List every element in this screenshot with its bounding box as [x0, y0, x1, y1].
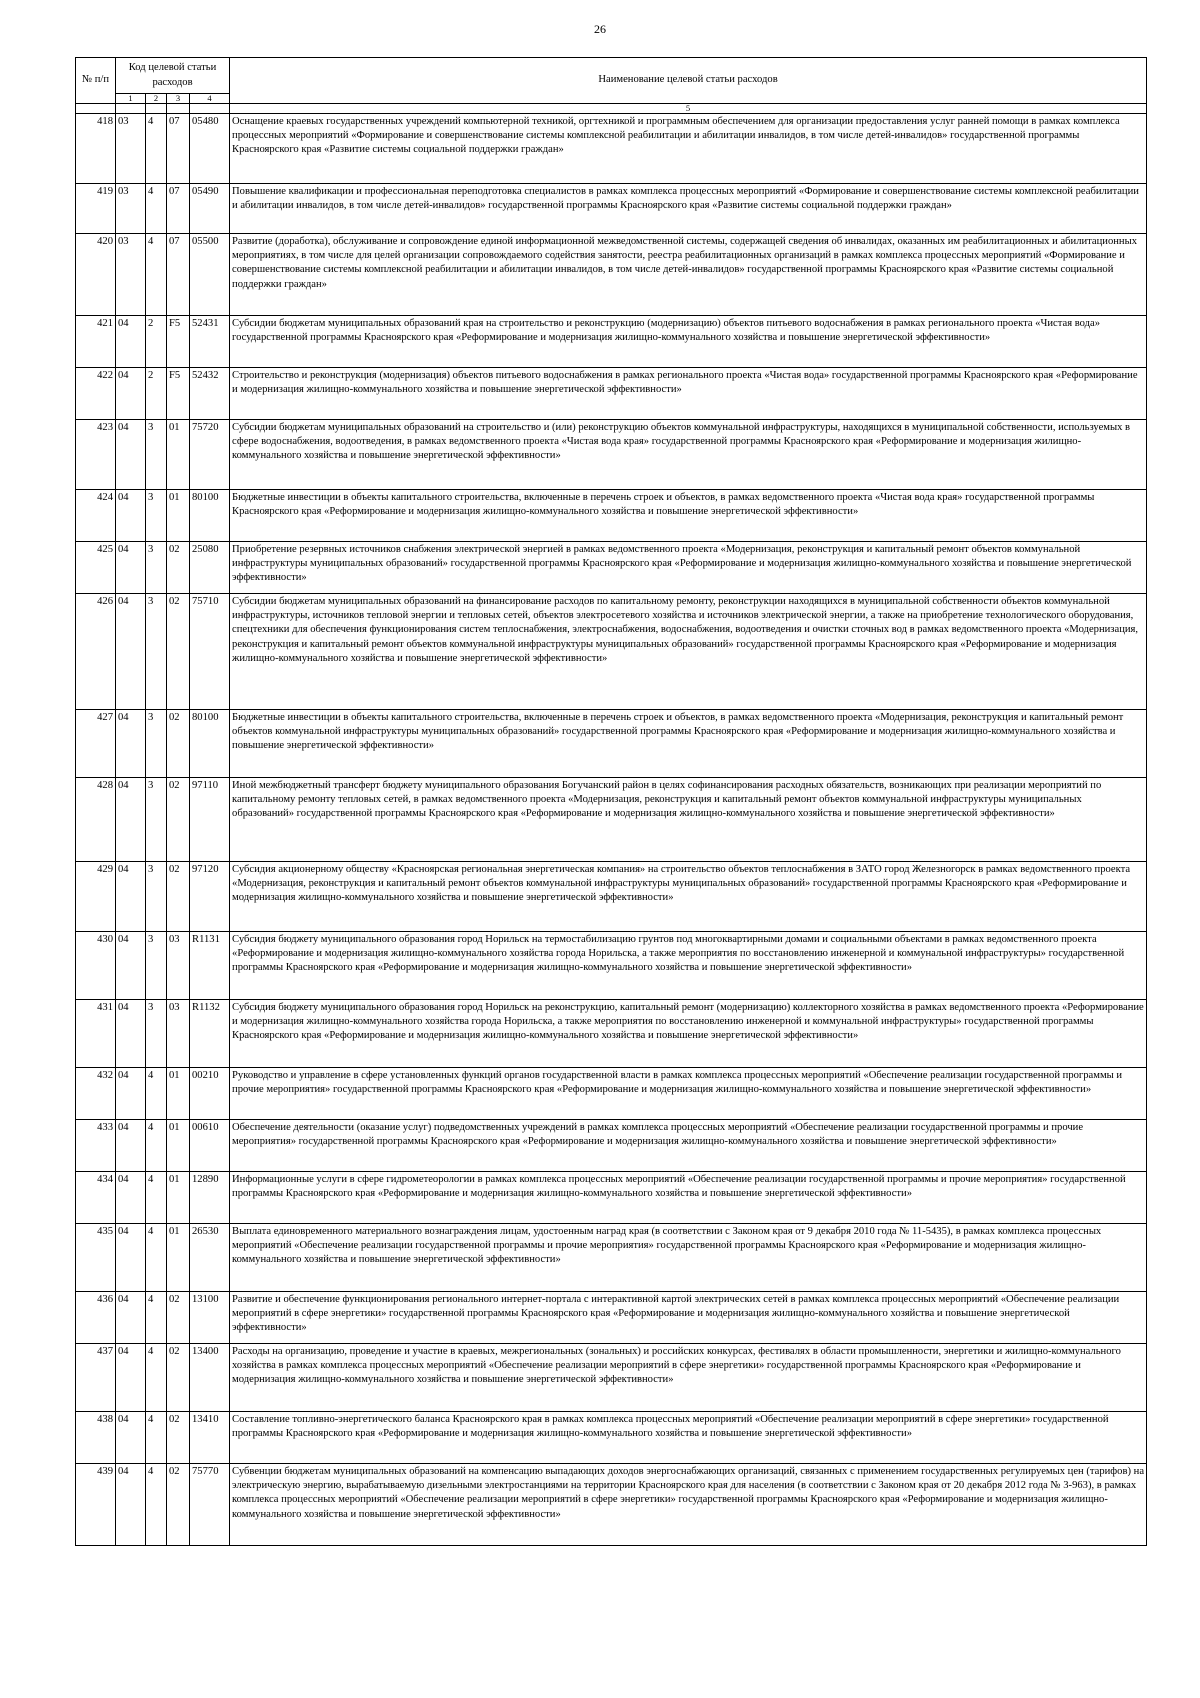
code-part-2: 4 [146, 114, 167, 184]
item-name: Развитие (доработка), обслуживание и сопровождение единой информационной межведомственной системы, содержащей сведения об инвалидах, оказанных им реабилитационных и абилитационных мероприятиях, в том числе для целей организации сопровождаемого содействия занятости, реестра реабилитационных организаций в рамках комплекса процессных мероприятий «Формирование и совершенствование системы комплексной реабилитации и абилитации инвалидов, в том числе детей-инвалидов» государственной программы Красноярского края «Развитие системы социальной поддержки граждан» [230, 234, 1147, 316]
code-part-1: 04 [116, 420, 146, 490]
code-part-1: 04 [116, 1172, 146, 1224]
table-row [76, 420, 1147, 490]
code-part-3: 02 [167, 778, 190, 862]
table-row [76, 1292, 1147, 1344]
item-name: Составление топливно-энергетического баланса Красноярского края в рамках комплекса процессных мероприятий «Обеспечение реализации мероприятий в сфере энергетики» государственной программы Красноярского края «Реформирование и модернизация жилищно-коммунального хозяйства и повышение энергетической эффективности» [230, 1412, 1147, 1464]
row-index: 425 [76, 542, 116, 594]
column-header-code: Код целевой статьи расходов [116, 58, 230, 94]
code-part-4: 80100 [190, 490, 230, 542]
code-part-4: 75720 [190, 420, 230, 490]
code-part-3: 02 [167, 594, 190, 710]
code-part-2: 4 [146, 1344, 167, 1412]
table-row [76, 862, 1147, 932]
row-index: 430 [76, 932, 116, 1000]
code-part-2: 2 [146, 316, 167, 368]
item-name: Субсидия акционерному обществу «Красноярская региональная энергетическая компания» на строительство объектов теплоснабжения в ЗАТО город Железногорск в рамках ведомственного проекта «Модернизация, реконструкция и капитальный ремонт объектов коммунальной инфраструктуры муниципальных образований» государственной программы Красноярского края «Реформирование и модернизация жилищно-коммунального хозяйства и повышение энергетической эффективности» [230, 862, 1147, 932]
row-index: 437 [76, 1344, 116, 1412]
code-part-1: 04 [116, 1224, 146, 1292]
code-part-2: 4 [146, 184, 167, 234]
code-part-3: 01 [167, 1172, 190, 1224]
row-index: 418 [76, 114, 116, 184]
code-part-4: 13410 [190, 1412, 230, 1464]
code-part-4: R1132 [190, 1000, 230, 1068]
column-header-name: Наименование целевой статьи расходов [230, 58, 1147, 104]
code-part-3: 02 [167, 1464, 190, 1546]
code-part-2: 3 [146, 862, 167, 932]
code-part-3: 07 [167, 114, 190, 184]
column-number-row [76, 104, 1147, 114]
code-part-1: 03 [116, 184, 146, 234]
row-index: 431 [76, 1000, 116, 1068]
row-index: 423 [76, 420, 116, 490]
code-part-1: 04 [116, 594, 146, 710]
code-part-1: 04 [116, 710, 146, 778]
target-items-table [75, 57, 1147, 1546]
item-name: Субсидия бюджету муниципального образования город Норильск на термостабилизацию грунтов под многоквартирными домами и социальными объектами в рамках ведомственного проекта «Реформирование и модернизация жилищно-коммунального хозяйства города Норильска, а также мероприятия по восстановлению инженерной и коммунальной инфраструктуры» государственной программы Красноярского края «Реформирование и модернизация жилищно-коммунального хозяйства и повышение энергетической эффективности» [230, 932, 1147, 1000]
code-part-2: 4 [146, 1172, 167, 1224]
table-body [76, 114, 1147, 1546]
code-part-3: 02 [167, 862, 190, 932]
code-part-3: F5 [167, 368, 190, 420]
column-header-index: № п/п [76, 58, 116, 104]
code-part-4: 52431 [190, 316, 230, 368]
item-name: Расходы на организацию, проведение и участие в краевых, межрегиональных (зональных) и российских конкурсах, фестивалях в области промышленности, энергетики и жилищно-коммунального хозяйства в рамках комплекса процессных мероприятий «Обеспечение реализации мероприятий в сфере энергетики» государственной программы Красноярского края «Реформирование и модернизация жилищно-коммунального хозяйства и повышение энергетической эффективности» [230, 1344, 1147, 1412]
column-number: 5 [230, 104, 1147, 114]
table-row [76, 184, 1147, 234]
code-part-1: 04 [116, 368, 146, 420]
code-part-4: 13400 [190, 1344, 230, 1412]
table-row [76, 710, 1147, 778]
code-part-3: 02 [167, 1292, 190, 1344]
code-part-3: 03 [167, 932, 190, 1000]
code-part-4: R1131 [190, 932, 230, 1000]
code-part-3: 01 [167, 1120, 190, 1172]
code-part-1: 04 [116, 1412, 146, 1464]
code-part-2: 4 [146, 1120, 167, 1172]
code-part-1: 04 [116, 1120, 146, 1172]
code-part-4: 00610 [190, 1120, 230, 1172]
code-part-1: 03 [116, 234, 146, 316]
code-part-3: 02 [167, 710, 190, 778]
page-number: 26 [594, 22, 606, 36]
code-part-2: 4 [146, 1292, 167, 1344]
table-row [76, 1068, 1147, 1120]
table-row [76, 1464, 1147, 1546]
table-row [76, 234, 1147, 316]
code-part-1: 04 [116, 778, 146, 862]
row-index: 424 [76, 490, 116, 542]
code-part-4: 52432 [190, 368, 230, 420]
item-name: Субвенции бюджетам муниципальных образований на компенсацию выпадающих доходов энергоснабжающих организаций, связанных с применением государственных регулируемых цен (тарифов) на электрическую энергию, вырабатываемую дизельными электростанциями на территории Красноярского края для населения (в соответствии с Законом края от 20 декабря 2012 года № 3-963), в рамках комплекса процессных мероприятий «Обеспечение реализации мероприятий в сфере энергетики» государственной программы Красноярского края «Реформирование и модернизация жилищно-коммунального хозяйства и повышение энергетической эффективности» [230, 1464, 1147, 1546]
code-part-3: 01 [167, 1068, 190, 1120]
code-part-4: 05490 [190, 184, 230, 234]
code-part-1: 04 [116, 316, 146, 368]
code-part-1: 04 [116, 1292, 146, 1344]
code-part-4: 00210 [190, 1068, 230, 1120]
code-part-2: 3 [146, 778, 167, 862]
code-part-2: 3 [146, 710, 167, 778]
code-part-2: 3 [146, 542, 167, 594]
column-number: 4 [190, 94, 230, 104]
row-index: 422 [76, 368, 116, 420]
item-name: Оснащение краевых государственных учреждений компьютерной техникой, оргтехникой и программным обеспечением для организации предоставления услуг ранней помощи в рамках комплекса процессных мероприятий «Формирование и совершенствование системы комплексной реабилитации и абилитации инвалидов, в том числе детей-инвалидов» государственной программы Красноярского края «Развитие системы социальной поддержки граждан» [230, 114, 1147, 184]
item-name: Субсидии бюджетам муниципальных образований края на строительство и реконструкцию (модернизацию) объектов питьевого водоснабжения в рамках регионального проекта «Чистая вода» государственной программы Красноярского края «Реформирование и модернизация жилищно-коммунального хозяйства и повышение энергетической эффективности» [230, 316, 1147, 368]
code-part-2: 4 [146, 234, 167, 316]
code-part-3: F5 [167, 316, 190, 368]
code-part-2: 4 [146, 1224, 167, 1292]
item-name: Субсидии бюджетам муниципальных образований на строительство и (или) реконструкцию объектов коммунальной инфраструктуры, находящихся в муниципальной собственности, используемых в сфере водоснабжения, водоотведения, в рамках ведомственного проекта «Чистая вода края» государственной программы Красноярского края «Реформирование и модернизация жилищно-коммунального хозяйства и повышение энергетической эффективности» [230, 420, 1147, 490]
item-name: Развитие и обеспечение функционирования регионального интернет-портала с интерактивной картой электрических сетей в рамках комплекса процессных мероприятий «Обеспечение реализации мероприятий в сфере энергетики» государственной программы Красноярского края «Реформирование и модернизация жилищно-коммунального хозяйства и повышение энергетической эффективности» [230, 1292, 1147, 1344]
table-row [76, 1344, 1147, 1412]
table-row [76, 594, 1147, 710]
code-part-3: 07 [167, 184, 190, 234]
row-index: 432 [76, 1068, 116, 1120]
code-part-3: 02 [167, 1344, 190, 1412]
item-name: Выплата единовременного материального вознаграждения лицам, удостоенным наград края (в соответствии с Законом края от 9 декабря 2010 года № 11-5435), в рамках комплекса процессных мероприятий «Обеспечение реализации государственной программы и прочие мероприятия» государственной программы Красноярского края «Реформирование и модернизация жилищно-коммунального хозяйства и повышение энергетической эффективности» [230, 1224, 1147, 1292]
code-part-2: 3 [146, 1000, 167, 1068]
code-part-3: 03 [167, 1000, 190, 1068]
table-row [76, 368, 1147, 420]
row-index: 429 [76, 862, 116, 932]
item-name: Бюджетные инвестиции в объекты капитального строительства, включенные в перечень строек и объектов, в рамках ведомственного проекта «Модернизация, реконструкция и капитальный ремонт объектов коммунальной инфраструктуры муниципальных образований» государственной программы Красноярского края «Реформирование и модернизация жилищно-коммунального хозяйства и повышение энергетической эффективности» [230, 710, 1147, 778]
item-name: Информационные услуги в сфере гидрометеорологии в рамках комплекса процессных мероприятий «Обеспечение реализации государственной программы и прочие мероприятия» государственной программы Красноярского края «Реформирование и модернизация жилищно-коммунального хозяйства и повышение энергетической эффективности» [230, 1172, 1147, 1224]
row-index: 439 [76, 1464, 116, 1546]
row-index: 428 [76, 778, 116, 862]
table-row [76, 316, 1147, 368]
code-part-3: 01 [167, 490, 190, 542]
code-part-4: 75710 [190, 594, 230, 710]
row-index: 419 [76, 184, 116, 234]
code-part-4: 12890 [190, 1172, 230, 1224]
code-part-3: 01 [167, 1224, 190, 1292]
code-part-2: 3 [146, 490, 167, 542]
table-row [76, 778, 1147, 862]
row-index: 435 [76, 1224, 116, 1292]
item-name: Приобретение резервных источников снабжения электрической энергией в рамках ведомственного проекта «Модернизация, реконструкция и капитальный ремонт объектов коммунальной инфраструктуры муниципальных образований» государственной программы Красноярского края «Реформирование и модернизация жилищно-коммунального хозяйства и повышение энергетической эффективности» [230, 542, 1147, 594]
item-name: Субсидии бюджетам муниципальных образований на финансирование расходов по капитальному ремонту, реконструкции находящихся в муниципальной собственности объектов коммунальной инфраструктуры, источников тепловой энергии и тепловых сетей, объектов электросетевого хозяйства и источников электрической энергии, а также на приобретение технологического оборудования, спецтехники для обеспечения функционирования систем теплоснабжения, электроснабжения, водоснабжения, водоотведения и очистки сточных вод в рамках ведомственного проекта «Модернизация, реконструкция и капитальный ремонт объектов коммунальной инфраструктуры муниципальных образований» государственной программы Красноярского края «Реформирование и модернизация жилищно-коммунального хозяйства и повышение энергетической эффективности» [230, 594, 1147, 710]
code-part-1: 04 [116, 490, 146, 542]
row-index: 420 [76, 234, 116, 316]
code-part-4: 97110 [190, 778, 230, 862]
code-part-4: 75770 [190, 1464, 230, 1546]
code-part-2: 3 [146, 420, 167, 490]
code-part-1: 04 [116, 1068, 146, 1120]
code-part-1: 04 [116, 542, 146, 594]
table-header-row [76, 58, 1147, 94]
code-part-1: 04 [116, 932, 146, 1000]
table-row [76, 490, 1147, 542]
code-part-4: 25080 [190, 542, 230, 594]
code-part-1: 03 [116, 114, 146, 184]
item-name: Бюджетные инвестиции в объекты капитального строительства, включенные в перечень строек и объектов, в рамках ведомственного проекта «Чистая вода края» государственной программы Красноярского края «Реформирование и модернизация жилищно-коммунального хозяйства и повышение энергетической эффективности» [230, 490, 1147, 542]
code-part-3: 02 [167, 542, 190, 594]
code-part-2: 4 [146, 1412, 167, 1464]
code-part-1: 04 [116, 1344, 146, 1412]
row-index: 436 [76, 1292, 116, 1344]
code-part-2: 4 [146, 1464, 167, 1546]
table-row [76, 1120, 1147, 1172]
code-part-1: 04 [116, 1464, 146, 1546]
row-index: 434 [76, 1172, 116, 1224]
table-row [76, 114, 1147, 184]
item-name: Повышение квалификации и профессиональная переподготовка специалистов в рамках комплекса процессных мероприятий «Формирование и совершенствование системы комплексной реабилитации и абилитации инвалидов, в том числе детей-инвалидов» государственной программы Красноярского края «Развитие системы социальной поддержки граждан» [230, 184, 1147, 234]
row-index: 421 [76, 316, 116, 368]
code-part-2: 3 [146, 594, 167, 710]
column-number: 1 [116, 94, 146, 104]
code-part-3: 07 [167, 234, 190, 316]
item-name: Обеспечение деятельности (оказание услуг) подведомственных учреждений в рамках комплекса процессных мероприятий «Обеспечение реализации государственной программы и прочие мероприятия» государственной программы Красноярского края «Реформирование и модернизация жилищно-коммунального хозяйства и повышение энергетической эффективности» [230, 1120, 1147, 1172]
table-row [76, 1000, 1147, 1068]
table-row [76, 1172, 1147, 1224]
table-row [76, 542, 1147, 594]
table-row [76, 1224, 1147, 1292]
code-part-4: 13100 [190, 1292, 230, 1344]
code-part-4: 05480 [190, 114, 230, 184]
code-part-2: 4 [146, 1068, 167, 1120]
code-part-2: 3 [146, 932, 167, 1000]
code-part-3: 02 [167, 1412, 190, 1464]
code-part-4: 80100 [190, 710, 230, 778]
code-part-4: 26530 [190, 1224, 230, 1292]
code-part-4: 05500 [190, 234, 230, 316]
code-part-3: 01 [167, 420, 190, 490]
column-number: 2 [146, 94, 167, 104]
code-part-2: 2 [146, 368, 167, 420]
row-index: 433 [76, 1120, 116, 1172]
item-name: Строительство и реконструкция (модернизация) объектов питьевого водоснабжения в рамках регионального проекта «Чистая вода» государственной программы Красноярского края «Реформирование и модернизация жилищно-коммунального хозяйства и повышение энергетической эффективности» [230, 368, 1147, 420]
table-row [76, 1412, 1147, 1464]
row-index: 426 [76, 594, 116, 710]
row-index: 427 [76, 710, 116, 778]
item-name: Субсидия бюджету муниципального образования город Норильск на реконструкцию, капитальный ремонт (модернизацию) коллекторного хозяйства в рамках ведомственного проекта «Реформирование и модернизация жилищно-коммунального хозяйства города Норильска, а также мероприятия по восстановлению инженерной и коммунальной инфраструктуры» государственной программы Красноярского края «Реформирование и модернизация жилищно-коммунального хозяйства и повышение энергетической эффективности» [230, 1000, 1147, 1068]
code-part-1: 04 [116, 862, 146, 932]
code-part-4: 97120 [190, 862, 230, 932]
code-part-1: 04 [116, 1000, 146, 1068]
table-row [76, 932, 1147, 1000]
row-index: 438 [76, 1412, 116, 1464]
item-name: Руководство и управление в сфере установленных функций органов государственной власти в рамках комплекса процессных мероприятий «Обеспечение реализации государственной программы и прочие мероприятия» государственной программы Красноярского края «Реформирование и модернизация жилищно-коммунального хозяйства и повышение энергетической эффективности» [230, 1068, 1147, 1120]
item-name: Иной межбюджетный трансферт бюджету муниципального образования Богучанский район в целях софинансирования расходных обязательств, возникающих при реализации мероприятий по капитальному ремонту тепловых сетей, в рамках ведомственного проекта «Модернизация, реконструкция и капитальный ремонт объектов коммунальной инфраструктуры муниципальных образований» государственной программы Красноярского края «Реформирование и модернизация жилищно-коммунального хозяйства и повышение энергетической эффективности» [230, 778, 1147, 862]
column-number: 3 [167, 94, 190, 104]
